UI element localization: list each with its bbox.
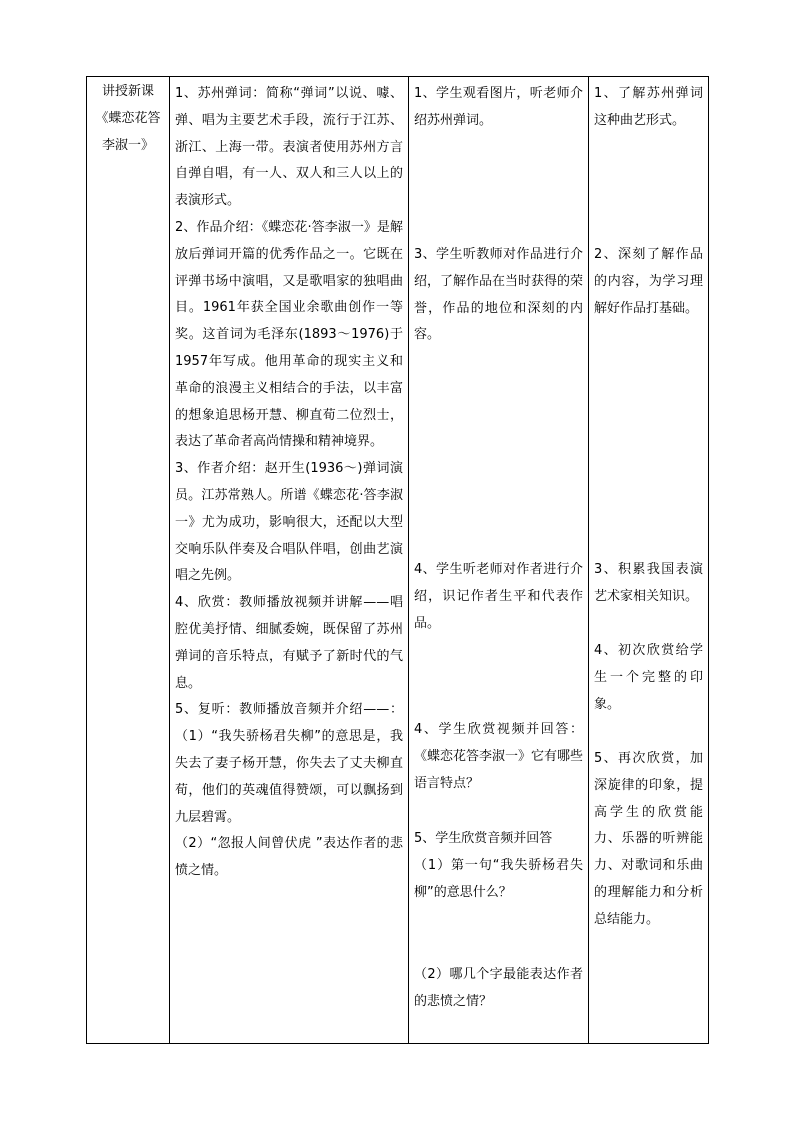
table-row	[87, 77, 709, 1044]
purpose-5: 5、再次欣赏，加深旋律的印象，提高学生的欣赏能力、乐器的听辨能力、对歌词和乐曲的理解能力和分析总结能力。	[594, 751, 703, 927]
purpose-2: 2、深刻了解作品的内容，为学习理解好作品打基础。	[594, 247, 703, 316]
content-paragraph-2: 2、作品介绍：《蝶恋花·答李淑一》是解放后弹词开篇的优秀作品之一。它既在评弹书场中演唱，又是歌唱家的独唱曲目。1961年获全国业余歌曲创作一等奖。这首词为毛泽东(1893～1976)于1957年写成。他用革命的现实主义和革命的浪漫主义相结合的手法，以丰富的想象追思杨开慧、柳直荀二位烈士，表达了革命者高尚情操和精神境界。	[175, 219, 403, 450]
student-activity-cell	[409, 77, 589, 1044]
student-activity-3: 4、学生听老师对作者进行介绍，识记作者生平和代表作品。	[414, 562, 583, 631]
content-paragraph-4: 4、欣赏：教师播放视频并讲解——唱腔优美抒情、细腻委婉，既保留了苏州弹词的音乐特点，有赋予了新时代的气息。	[175, 595, 403, 691]
content-paragraph-3: 3、作者介绍：赵开生(1936～)弹词演员。江苏常熟人。所谱《蝶恋花·答李淑一》尤为成功，影响很大，还配以大型交响乐队伴奏及合唱队伴唱，创曲艺演唱之先例。	[175, 461, 403, 584]
student-activity-6: （1）第一句“我失骄杨君失柳”的意思什么？	[414, 857, 583, 900]
student-activity-7: （2）哪几个字最能表达作者的悲愤之情？	[414, 966, 583, 1009]
content-paragraph-1: 1、苏州弹词：简称“弹词”以说、噱、弹、唱为主要艺术手段，流行于江苏、浙江、上海一带。表演者使用苏州方言自弹自唱，有一人、双人和三人以上的表演形式。	[175, 86, 403, 209]
content-paragraph-6: （2）“忽报人间曾伏虎 ”表达作者的悲愤之情。	[175, 836, 403, 879]
purpose-1: 1、了解苏州弹词这种曲艺形式。	[594, 86, 703, 128]
student-activity-5: 5、学生欣赏音频并回答	[414, 831, 553, 846]
student-activity-4: 4、学生欣赏视频并回答：《蝶恋花答李淑一》它有哪些语言特点？	[414, 722, 584, 791]
student-activity-2: 3、学生听教师对作品进行介绍，了解作品在当时获得的荣誉，作品的地位和深刻的内容。	[414, 247, 584, 343]
section-cell	[87, 77, 170, 1044]
purpose-3: 3、积累我国表演艺术家相关知识。	[594, 562, 703, 604]
purpose-4: 4、初次欣赏给学生一个完整的印象。	[594, 643, 703, 712]
lesson-plan-table	[86, 76, 709, 1044]
student-activity-1: 1、学生观看图片，听老师介绍苏州弹词。	[414, 86, 583, 128]
section-title: 讲授新课《蝶恋花答李淑一》	[95, 84, 161, 153]
teaching-content-cell	[170, 77, 409, 1044]
design-purpose-cell	[589, 77, 709, 1044]
content-paragraph-5: 5、复听：教师播放音频并介绍——：（1）“我失骄杨君失柳”的意思是，我失去了妻子杨开慧，你失去了丈夫柳直荀，他们的英魂值得赞颂，可以飘扬到九层碧霄。	[175, 702, 403, 825]
